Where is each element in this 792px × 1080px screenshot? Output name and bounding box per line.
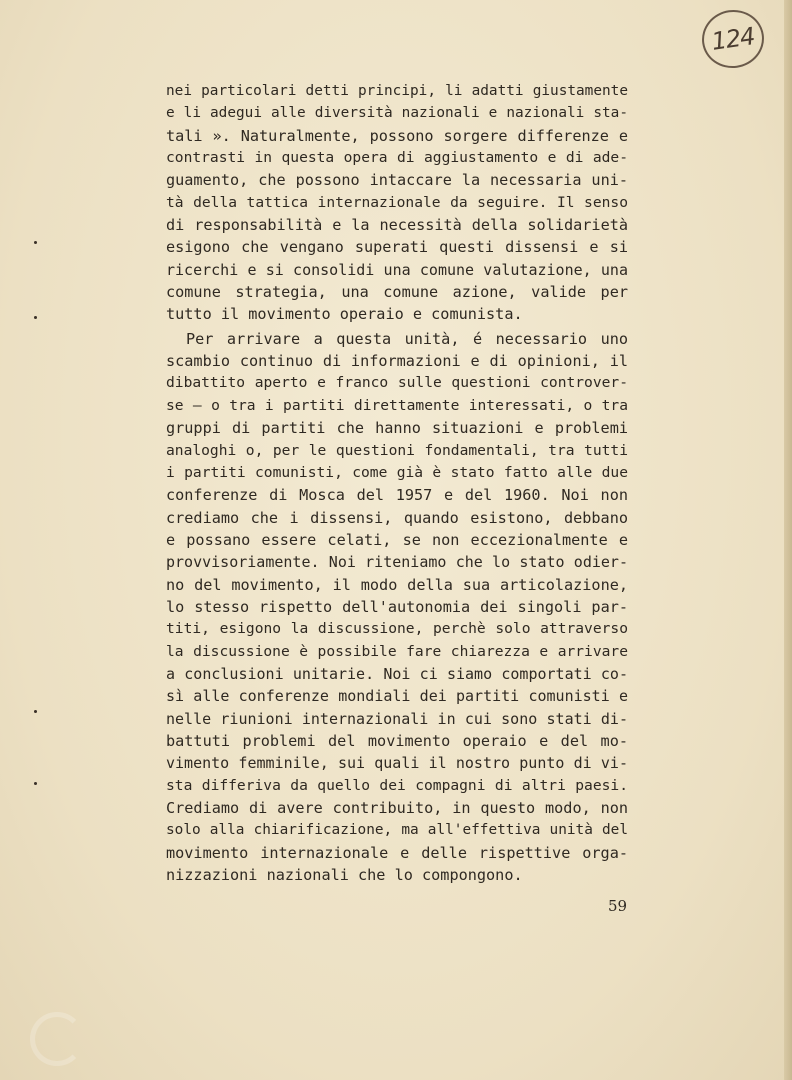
stamp-number: 124 (709, 22, 757, 56)
text-line: vimento femminile, sui quali il nostro punto di vi- (166, 754, 628, 773)
text-line: nelle riunioni internazionali in cui sono stati di- (166, 709, 628, 728)
text-line: tà della tattica internazionale da seguire. Il senso (166, 193, 628, 211)
text-line: conferenze di Mosca del 1957 e del 1960. Noi non (166, 486, 628, 505)
text-line: sì alle conferenze mondiali dei partiti comunisti e (166, 687, 628, 706)
margin-mark (34, 782, 37, 785)
text-line: scambio continuo di informazioni e di opinioni, il (166, 352, 628, 371)
text-line: a conclusioni unitarie. Noi ci siamo comportati co- (166, 664, 628, 683)
text-line: no del movimento, il modo della sua articolazione, (166, 575, 628, 594)
text-line: nizzazioni nazionali che lo compongono. (166, 866, 523, 885)
page-number: 59 (608, 897, 628, 915)
text-line: nei particolari detti principi, li adatti giustamente (166, 83, 628, 99)
text-line: battuti problemi del movimento operaio e del mo- (166, 731, 628, 750)
margin-mark (34, 316, 37, 319)
text-line: ricerchi e si consolidi una comune valutazione, una (166, 260, 628, 279)
text-line: e possano essere celati, se non eccezionalmente e (166, 530, 628, 549)
text-line: crediamo che i dissensi, quando esistono, debbano (166, 508, 628, 527)
margin-mark (34, 710, 37, 713)
text-line: sta differiva da quello dei compagni di altri paesi. (166, 776, 628, 794)
text-line: guamento, che possono intaccare la necessaria uni- (166, 171, 628, 190)
body-text (166, 80, 628, 886)
text-line: e li adegui alle diversità nazionali e nazionali sta- (166, 105, 628, 122)
text-line: esigono che vengano superati questi dissensi e si (166, 238, 628, 257)
text-line: Crediamo di avere contribuito, in questo modo, non (166, 799, 628, 817)
text-line: titi, esigono la discussione, perchè solo attraverso (166, 620, 628, 638)
margin-mark (34, 241, 37, 244)
text-line: di responsabilità e la necessità della solidarietà (166, 216, 628, 235)
text-line: tali ». Naturalmente, possono sorgere differenze e (166, 126, 628, 145)
text-line: dibattito aperto e franco sulle questioni controver- (166, 374, 628, 392)
text-line: Per arrivare a questa unità, é necessario uno (186, 329, 628, 348)
text-line: movimento internazionale e delle rispettive orga- (166, 843, 628, 862)
text-line: analoghi o, per le questioni fondamentali, tra tutti (166, 441, 628, 459)
text-line: solo alla chiarificazione, ma all'effettiva unità del (166, 822, 628, 839)
text-line: la discussione è possibile fare chiarezza e arrivare (166, 642, 628, 660)
page-edge (784, 0, 792, 1080)
text-line: i partiti comunisti, come già è stato fatto alle due (166, 463, 628, 481)
watermark-g-icon (30, 1012, 84, 1066)
text-line: tutto il movimento operaio e comunista. (166, 305, 523, 324)
text-line: se — o tra i partiti direttamente interessati, o tra (166, 396, 628, 414)
text-line: lo stesso rispetto dell'autonomia dei singoli par- (166, 597, 628, 616)
text-line: contrasti in questa opera di aggiustamento e di ade- (166, 149, 628, 167)
text-line: comune strategia, una comune azione, valide per (166, 283, 628, 302)
text-line: provvisoriamente. Noi riteniamo che lo stato odier- (166, 553, 628, 572)
text-line: gruppi di partiti che hanno situazioni e problemi (166, 419, 628, 438)
